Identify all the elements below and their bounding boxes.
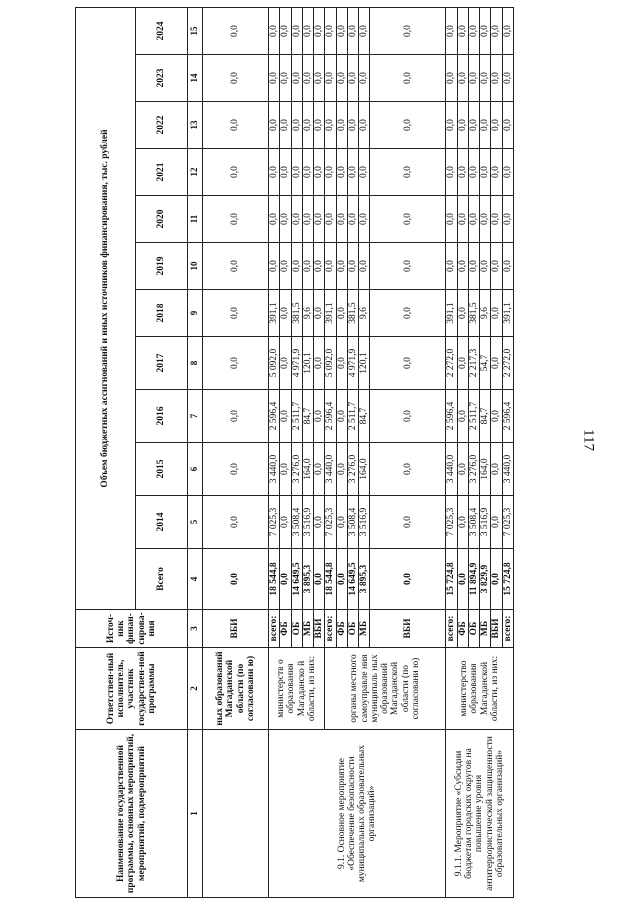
- header-total: Всего: [136, 549, 188, 610]
- column-number: 6: [188, 443, 203, 496]
- header-name: Наименование государственной программы, основных мероприятий, мероприятий, подмероприятий: [76, 730, 188, 898]
- value-cell: 0,0: [302, 55, 313, 102]
- value-cell: 0,0: [336, 290, 347, 337]
- value-cell: 0,0: [291, 149, 302, 196]
- source-cell: всего:: [269, 610, 280, 648]
- value-cell: 0,0: [269, 149, 280, 196]
- value-cell: 0,0: [491, 55, 502, 102]
- table-body: [203, 7, 514, 897]
- value-cell: 391,1: [446, 290, 457, 337]
- value-cell: 0,0: [302, 149, 313, 196]
- header-volume: Объем бюджетных ассигнований и иных источников финансирования, тыс. рублей: [76, 7, 136, 609]
- budget-table-wrapper: [75, 7, 575, 898]
- value-cell: 0,0: [302, 102, 313, 149]
- value-cell: 381,5: [291, 290, 302, 337]
- column-number: 4: [188, 549, 203, 610]
- column-number: 5: [188, 496, 203, 549]
- value-cell: 0,0: [370, 55, 446, 102]
- source-cell: ВБИ: [314, 610, 325, 648]
- source-cell: ФБ: [457, 610, 468, 648]
- value-cell: 0,0: [314, 196, 325, 243]
- value-cell: 0,0: [203, 102, 269, 149]
- value-cell: 0,0: [457, 390, 468, 443]
- value-cell: 391,1: [325, 290, 336, 337]
- value-cell: 0,0: [314, 7, 325, 54]
- value-cell: 0,0: [480, 55, 491, 102]
- column-number: 10: [188, 243, 203, 290]
- value-cell: 0,0: [280, 443, 291, 496]
- value-cell: 0,0: [291, 102, 302, 149]
- total-cell: 0,0: [491, 549, 502, 610]
- value-cell: 0,0: [446, 243, 457, 290]
- total-cell: 0,0: [203, 549, 269, 610]
- value-cell: 0,0: [203, 149, 269, 196]
- program-name-cell: [203, 730, 269, 898]
- value-cell: 0,0: [291, 55, 302, 102]
- total-cell: 18 544,8: [325, 549, 336, 610]
- value-cell: 84,7: [480, 390, 491, 443]
- total-cell: 3 829,9: [480, 549, 491, 610]
- value-cell: 0,0: [491, 7, 502, 54]
- value-cell: 0,0: [336, 443, 347, 496]
- value-cell: 3 508,4: [347, 496, 358, 549]
- total-cell: 14 649,5: [291, 549, 302, 610]
- value-cell: 0,0: [370, 337, 446, 390]
- value-cell: 0,0: [502, 149, 513, 196]
- source-cell: ФБ: [280, 610, 291, 648]
- value-cell: 0,0: [370, 390, 446, 443]
- value-cell: 0,0: [280, 7, 291, 54]
- header-year: 2021: [136, 149, 188, 196]
- value-cell: 9,6: [302, 290, 313, 337]
- value-cell: 0,0: [370, 290, 446, 337]
- total-cell: 0,0: [336, 549, 347, 610]
- value-cell: 0,0: [269, 102, 280, 149]
- value-cell: 0,0: [336, 102, 347, 149]
- value-cell: 0,0: [480, 102, 491, 149]
- table-row: [269, 7, 280, 897]
- value-cell: 120,1: [359, 337, 370, 390]
- value-cell: 0,0: [468, 196, 479, 243]
- value-cell: 0,0: [491, 443, 502, 496]
- value-cell: 0,0: [314, 149, 325, 196]
- value-cell: 4 971,9: [347, 337, 358, 390]
- header-year: 2024: [136, 7, 188, 54]
- value-cell: 84,7: [302, 390, 313, 443]
- value-cell: 2 596,4: [269, 390, 280, 443]
- value-cell: 0,0: [347, 243, 358, 290]
- executor-cell: ных образований Магаданской области (по согласовани ю): [203, 648, 269, 730]
- value-cell: 0,0: [280, 290, 291, 337]
- value-cell: 0,0: [446, 149, 457, 196]
- value-cell: 0,0: [314, 243, 325, 290]
- value-cell: 4 971,9: [291, 337, 302, 390]
- value-cell: 0,0: [502, 102, 513, 149]
- value-cell: 0,0: [468, 7, 479, 54]
- value-cell: 84,7: [359, 390, 370, 443]
- total-cell: 15 724,8: [446, 549, 457, 610]
- value-cell: 0,0: [491, 196, 502, 243]
- value-cell: 0,0: [291, 196, 302, 243]
- value-cell: 0,0: [325, 102, 336, 149]
- value-cell: 0,0: [370, 102, 446, 149]
- value-cell: 0,0: [468, 243, 479, 290]
- value-cell: 3 516,9: [480, 496, 491, 549]
- total-cell: 0,0: [370, 549, 446, 610]
- value-cell: 0,0: [347, 55, 358, 102]
- value-cell: 0,0: [491, 102, 502, 149]
- value-cell: 391,1: [269, 290, 280, 337]
- value-cell: 0,0: [468, 149, 479, 196]
- value-cell: 0,0: [457, 55, 468, 102]
- value-cell: 3 276,0: [468, 443, 479, 496]
- source-cell: ВБИ: [491, 610, 502, 648]
- value-cell: 0,0: [203, 290, 269, 337]
- header-year: 2020: [136, 196, 188, 243]
- value-cell: 0,0: [203, 196, 269, 243]
- value-cell: 9,6: [359, 290, 370, 337]
- value-cell: 0,0: [502, 243, 513, 290]
- value-cell: 0,0: [370, 496, 446, 549]
- value-cell: 2 511,7: [468, 390, 479, 443]
- value-cell: 0,0: [291, 7, 302, 54]
- value-cell: 0,0: [347, 196, 358, 243]
- value-cell: 0,0: [203, 55, 269, 102]
- value-cell: 0,0: [314, 496, 325, 549]
- value-cell: 0,0: [457, 496, 468, 549]
- value-cell: 0,0: [314, 390, 325, 443]
- source-cell: ВБИ: [203, 610, 269, 648]
- column-number: 12: [188, 149, 203, 196]
- column-number: 9: [188, 290, 203, 337]
- executor-cell: органы местного самоуправле ния муниципаль ных образований Магаданской области (по согласовани ю): [325, 648, 446, 730]
- value-cell: 3 516,9: [302, 496, 313, 549]
- header-year: 2023: [136, 55, 188, 102]
- value-cell: 0,0: [468, 102, 479, 149]
- value-cell: 0,0: [280, 496, 291, 549]
- value-cell: 0,0: [280, 337, 291, 390]
- header-year: 2014: [136, 496, 188, 549]
- value-cell: 7 025,3: [325, 496, 336, 549]
- value-cell: 381,5: [468, 290, 479, 337]
- program-name-cell: 9.1.1. Мероприятие «Субсидии бюджетам городских округов на повышение уровня антитеррористической защищенности образовательных организаций»: [446, 730, 514, 898]
- value-cell: 0,0: [314, 443, 325, 496]
- value-cell: 0,0: [480, 149, 491, 196]
- value-cell: 2 272,0: [446, 337, 457, 390]
- value-cell: 0,0: [347, 149, 358, 196]
- source-cell: МБ: [302, 610, 313, 648]
- source-cell: ВБИ: [370, 610, 446, 648]
- value-cell: 0,0: [302, 196, 313, 243]
- value-cell: 0,0: [336, 149, 347, 196]
- source-cell: МБ: [359, 610, 370, 648]
- value-cell: 0,0: [370, 243, 446, 290]
- value-cell: 2 596,4: [446, 390, 457, 443]
- value-cell: 0,0: [269, 243, 280, 290]
- value-cell: 0,0: [446, 55, 457, 102]
- value-cell: 9,6: [480, 290, 491, 337]
- value-cell: 0,0: [336, 496, 347, 549]
- value-cell: 7 025,3: [446, 496, 457, 549]
- program-name-cell: 9.1. Основное мероприятие «Обеспечение безопасности муниципальных образовательных организаций»: [269, 730, 446, 898]
- value-cell: 0,0: [359, 149, 370, 196]
- column-number: 3: [188, 610, 203, 648]
- column-number: 14: [188, 55, 203, 102]
- value-cell: 0,0: [446, 102, 457, 149]
- value-cell: 0,0: [491, 243, 502, 290]
- source-cell: ОБ: [468, 610, 479, 648]
- value-cell: 0,0: [457, 102, 468, 149]
- value-cell: 0,0: [457, 443, 468, 496]
- value-cell: 3 508,4: [291, 496, 302, 549]
- value-cell: 0,0: [269, 55, 280, 102]
- total-cell: 18 544,8: [269, 549, 280, 610]
- value-cell: 0,0: [203, 443, 269, 496]
- value-cell: 0,0: [502, 196, 513, 243]
- value-cell: 0,0: [457, 337, 468, 390]
- value-cell: 0,0: [336, 196, 347, 243]
- value-cell: 0,0: [325, 196, 336, 243]
- value-cell: 0,0: [457, 290, 468, 337]
- total-cell: 14 649,5: [347, 549, 358, 610]
- value-cell: 2 217,3: [468, 337, 479, 390]
- total-cell: 0,0: [280, 549, 291, 610]
- page-number: 117: [580, 429, 597, 451]
- value-cell: 164,0: [480, 443, 491, 496]
- value-cell: 0,0: [446, 7, 457, 54]
- value-cell: 0,0: [457, 196, 468, 243]
- value-cell: 0,0: [203, 390, 269, 443]
- total-cell: 3 895,3: [302, 549, 313, 610]
- table-row: [203, 7, 269, 897]
- value-cell: 0,0: [359, 7, 370, 54]
- executor-cell: министерство образования Магаданской области, из них:: [446, 648, 514, 730]
- value-cell: 0,0: [203, 337, 269, 390]
- source-cell: ОБ: [291, 610, 302, 648]
- value-cell: 0,0: [457, 243, 468, 290]
- source-cell: ОБ: [347, 610, 358, 648]
- total-cell: 11 894,9: [468, 549, 479, 610]
- header-year: 2016: [136, 390, 188, 443]
- value-cell: 0,0: [457, 7, 468, 54]
- value-cell: 120,1: [302, 337, 313, 390]
- rotated-table-viewport: [75, 7, 575, 898]
- total-cell: 3 895,3: [359, 549, 370, 610]
- executor-cell: министерств о образования Магаданско й области, из них:: [269, 648, 325, 730]
- value-cell: 0,0: [359, 102, 370, 149]
- value-cell: 0,0: [370, 149, 446, 196]
- value-cell: 5 092,0: [325, 337, 336, 390]
- value-cell: 0,0: [314, 102, 325, 149]
- value-cell: 0,0: [269, 7, 280, 54]
- value-cell: 0,0: [280, 55, 291, 102]
- value-cell: 2 511,7: [347, 390, 358, 443]
- source-cell: ФБ: [336, 610, 347, 648]
- total-cell: 0,0: [457, 549, 468, 610]
- value-cell: 0,0: [347, 102, 358, 149]
- column-number: 1: [188, 730, 203, 898]
- value-cell: 3 440,0: [269, 443, 280, 496]
- value-cell: 7 025,3: [269, 496, 280, 549]
- value-cell: 0,0: [325, 7, 336, 54]
- source-cell: МБ: [480, 610, 491, 648]
- budget-table: [75, 7, 514, 898]
- value-cell: 3 440,0: [325, 443, 336, 496]
- value-cell: 0,0: [325, 149, 336, 196]
- header-year: 2018: [136, 290, 188, 337]
- value-cell: 0,0: [203, 243, 269, 290]
- header-executor: Ответствен-ный исполнитель, участник государствен-ной программы: [76, 648, 188, 730]
- value-cell: 0,0: [480, 243, 491, 290]
- value-cell: 0,0: [302, 7, 313, 54]
- value-cell: 164,0: [359, 443, 370, 496]
- value-cell: 0,0: [347, 7, 358, 54]
- total-cell: 15 724,8: [502, 549, 513, 610]
- value-cell: 0,0: [491, 337, 502, 390]
- value-cell: 0,0: [457, 149, 468, 196]
- source-cell: всего:: [502, 610, 513, 648]
- value-cell: 0,0: [336, 243, 347, 290]
- value-cell: 0,0: [280, 390, 291, 443]
- value-cell: 0,0: [314, 55, 325, 102]
- header-year: 2019: [136, 243, 188, 290]
- value-cell: 381,5: [347, 290, 358, 337]
- value-cell: 0,0: [446, 196, 457, 243]
- value-cell: 2 596,4: [502, 390, 513, 443]
- column-number: 8: [188, 337, 203, 390]
- value-cell: 0,0: [468, 55, 479, 102]
- value-cell: 0,0: [280, 196, 291, 243]
- value-cell: 0,0: [336, 7, 347, 54]
- value-cell: 0,0: [280, 243, 291, 290]
- header-year: 2022: [136, 102, 188, 149]
- value-cell: 0,0: [491, 290, 502, 337]
- value-cell: 0,0: [370, 443, 446, 496]
- header-year: 2015: [136, 443, 188, 496]
- value-cell: 0,0: [502, 55, 513, 102]
- header-year: 2017: [136, 337, 188, 390]
- value-cell: 3 516,9: [359, 496, 370, 549]
- header-source: Источ-ник финан-сирова-ния: [76, 610, 188, 648]
- value-cell: 0,0: [480, 196, 491, 243]
- value-cell: 2 596,4: [325, 390, 336, 443]
- value-cell: 0,0: [336, 390, 347, 443]
- value-cell: 0,0: [336, 55, 347, 102]
- column-number: 11: [188, 196, 203, 243]
- value-cell: 0,0: [314, 337, 325, 390]
- value-cell: 164,0: [302, 443, 313, 496]
- value-cell: 0,0: [314, 290, 325, 337]
- value-cell: 0,0: [370, 196, 446, 243]
- value-cell: 0,0: [203, 7, 269, 54]
- value-cell: 3 276,0: [291, 443, 302, 496]
- value-cell: 0,0: [325, 243, 336, 290]
- value-cell: 0,0: [480, 7, 491, 54]
- source-cell: всего:: [325, 610, 336, 648]
- column-number: 7: [188, 390, 203, 443]
- source-cell: всего:: [446, 610, 457, 648]
- value-cell: 3 508,4: [468, 496, 479, 549]
- value-cell: 0,0: [269, 196, 280, 243]
- column-number: 2: [188, 648, 203, 730]
- value-cell: 0,0: [359, 196, 370, 243]
- value-cell: 0,0: [502, 7, 513, 54]
- value-cell: 0,0: [491, 390, 502, 443]
- value-cell: 0,0: [359, 55, 370, 102]
- value-cell: 0,0: [280, 102, 291, 149]
- value-cell: 0,0: [491, 496, 502, 549]
- table-row: [446, 7, 457, 897]
- total-cell: 0,0: [314, 549, 325, 610]
- value-cell: 0,0: [302, 243, 313, 290]
- value-cell: 0,0: [491, 149, 502, 196]
- value-cell: 0,0: [359, 243, 370, 290]
- value-cell: 0,0: [370, 7, 446, 54]
- value-cell: 3 440,0: [502, 443, 513, 496]
- value-cell: 3 276,0: [347, 443, 358, 496]
- value-cell: 54,7: [480, 337, 491, 390]
- column-number: 15: [188, 7, 203, 54]
- value-cell: 0,0: [280, 149, 291, 196]
- value-cell: 0,0: [203, 496, 269, 549]
- column-number: 13: [188, 102, 203, 149]
- value-cell: 3 440,0: [446, 443, 457, 496]
- value-cell: 0,0: [291, 243, 302, 290]
- value-cell: 2 511,7: [291, 390, 302, 443]
- value-cell: 0,0: [336, 337, 347, 390]
- value-cell: 5 092,0: [269, 337, 280, 390]
- value-cell: 7 025,3: [502, 496, 513, 549]
- value-cell: 0,0: [325, 55, 336, 102]
- value-cell: 391,1: [502, 290, 513, 337]
- value-cell: 2 272,0: [502, 337, 513, 390]
